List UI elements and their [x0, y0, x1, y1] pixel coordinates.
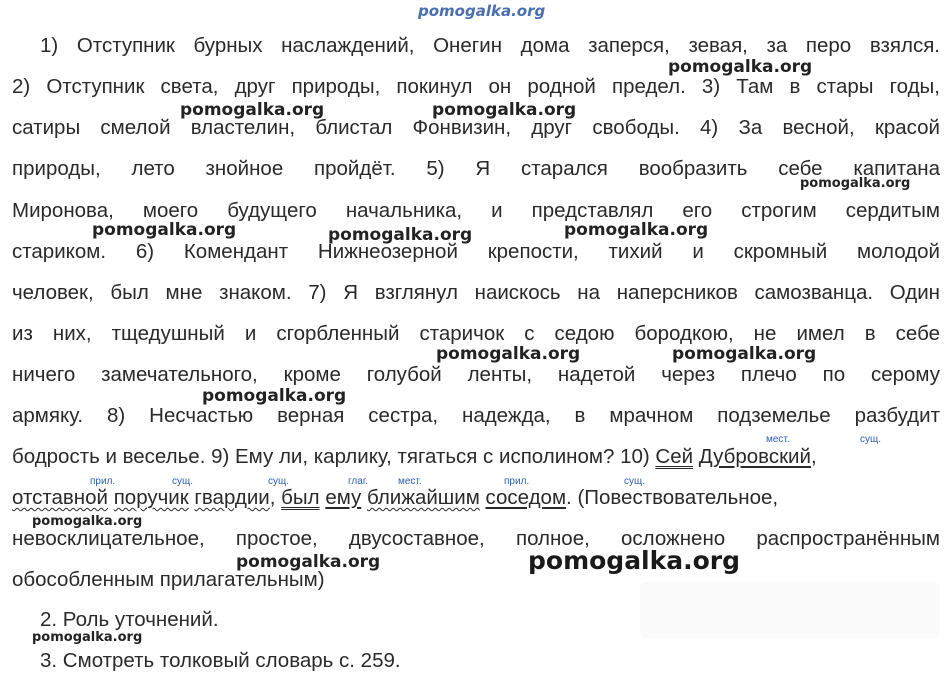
watermark: pomogalka.org — [800, 176, 911, 191]
watermark: pomogalka.org — [328, 225, 473, 245]
watermark: pomogalka.org — [32, 630, 143, 645]
text-line: обособленным прилагательным) — [12, 568, 325, 591]
text-line: 2. Роль уточнений. — [40, 608, 219, 631]
watermark: pomogalka.org — [236, 552, 381, 572]
watermark: pomogalka.org — [564, 220, 709, 240]
pos-annotation: мест. — [766, 434, 790, 445]
text-line: стариком. 6) Комендант Нижнеозерной крепости, тихий и скромный молодой — [12, 240, 940, 263]
appositive-word: гвардии — [194, 486, 270, 509]
watermark: pomogalka.org — [92, 220, 237, 240]
text-line: человек, был мне знаком. 7) Я взглянул наискось на наперсников самозванца. Один — [12, 281, 940, 304]
text-line: 1) Отступник бурных наслаждений, Онегин дома заперся, зевая, за перо взялся. — [40, 34, 940, 57]
subject-word: Дубровский — [698, 445, 811, 468]
object-word: соседом — [485, 486, 567, 509]
pos-annotation: сущ. — [172, 476, 194, 487]
text-line: природы, лето знойное пройдёт. 5) Я старался вообразить себе капитана — [12, 157, 940, 180]
text-line: отставной поручик гвардии, был ему ближайшим соседом. (Повествовательное, — [12, 486, 779, 509]
watermark: pomogalka.org — [418, 2, 546, 20]
object-word: ему — [325, 486, 362, 509]
predicate-word: был — [281, 486, 320, 509]
watermark: pomogalka.org — [180, 100, 325, 120]
text-line: сатиры смелой властелин, блистал Фонвизин, друг свободы. 4) За весной, красой — [12, 116, 940, 139]
watermark: pomogalka.org — [668, 57, 813, 77]
watermark: pomogalka.org — [432, 100, 577, 120]
text-line: армяку. 8) Несчастью верная сестра, надежда, в мрачном подземелье разбудит — [12, 404, 940, 427]
appositive-word: поручик — [113, 486, 189, 509]
definition-word: Сей — [655, 445, 694, 468]
watermark-large: pomogalka.org — [528, 546, 741, 575]
watermark: pomogalka.org — [32, 514, 143, 529]
text-line: из них, тщедушный и сгорбленный старичок с седою бородкою, не имел в себе — [12, 322, 940, 345]
pos-annotation: прил. — [504, 476, 530, 487]
watermark: pomogalka.org — [672, 344, 817, 364]
watermark: pomogalka.org — [202, 386, 347, 406]
definition-word: ближайшим — [367, 486, 480, 509]
text-line: бодрость и веселье. 9) Ему ли, карлику, тягаться с исполином? 10) Сей Дубровский, — [12, 445, 817, 468]
pos-annotation: глаг. — [348, 476, 369, 487]
text-line: 2) Отступник света, друг природы, покинул он родной предел. 3) Там в стары годы, — [12, 75, 940, 98]
text-line: невосклицательное, простое, двусоставное, полное, осложнено распространённым — [12, 527, 940, 550]
text-line: ничего замечательного, кроме голубой ленты, надетой через плечо по серому — [12, 363, 940, 386]
pos-annotation: прил. — [90, 476, 116, 487]
text-line: 3. Смотреть толковый словарь с. 259. — [40, 649, 401, 672]
appositive-word: отставной — [12, 486, 108, 509]
pos-annotation: сущ. — [268, 476, 290, 487]
watermark: pomogalka.org — [436, 344, 581, 364]
pos-annotation: мест. — [398, 476, 422, 487]
pos-annotation: сущ. — [624, 476, 646, 487]
pos-annotation: сущ. — [860, 434, 882, 445]
text-line: Миронова, моего будущего начальника, и представлял его строгим сердитым — [12, 199, 940, 222]
